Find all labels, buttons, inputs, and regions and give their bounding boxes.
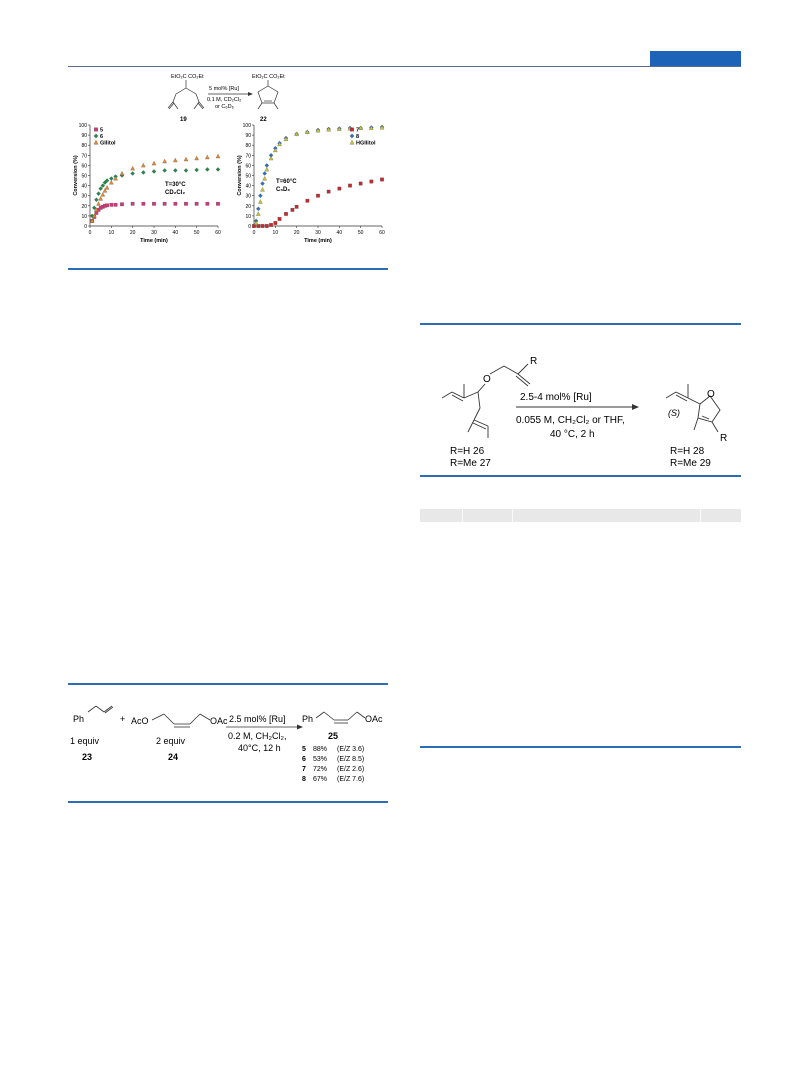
reactant1-ph: Ph <box>73 714 85 724</box>
y-axis-label: Conversion (%) <box>237 155 243 196</box>
data-point <box>327 190 330 193</box>
data-point <box>163 159 167 163</box>
data-point <box>173 168 177 172</box>
conditions-line-1: 5 mol% [Ru] <box>209 86 239 92</box>
conditions-line-2: 0.1 M, CD₂Cl₂ <box>207 97 242 103</box>
data-point <box>109 176 113 180</box>
data-point <box>350 134 354 138</box>
legend-label: GIIitol <box>100 140 116 147</box>
data-point <box>265 224 268 227</box>
legend-entry <box>350 134 359 140</box>
data-point <box>205 167 209 171</box>
y-tick-label: 50 <box>245 173 251 180</box>
y-tick-label: 80 <box>81 143 87 150</box>
legend-entry <box>350 128 359 134</box>
rcm-conditions-3: 40 °C, 2 h <box>550 429 595 440</box>
reactant2-equiv: 2 equiv <box>156 736 186 746</box>
data-point <box>184 202 187 205</box>
ring-oxygen: O <box>707 389 715 400</box>
diacetate-structure <box>152 714 210 727</box>
reactant1-label: 23 <box>82 752 93 762</box>
x-tick-label: 10 <box>272 230 279 236</box>
legend-label: 7 <box>356 127 360 134</box>
reactant2-oac: OAc <box>210 716 228 726</box>
data-point <box>216 202 219 205</box>
data-point <box>274 221 277 224</box>
data-point <box>263 176 267 180</box>
series-7 <box>252 178 383 228</box>
x-tick-label: 60 <box>215 230 221 236</box>
conversion-chart-right <box>232 120 392 262</box>
legend-label: HGIIitol <box>356 140 376 147</box>
x-axis-label: Time (min) <box>140 238 168 244</box>
result-catalyst: 7 <box>302 766 306 773</box>
diene-19-structure <box>168 80 204 109</box>
data-point <box>152 161 156 165</box>
data-point <box>141 170 145 174</box>
product-structure <box>316 712 365 723</box>
product-label: 22 <box>260 117 267 123</box>
data-point <box>141 163 145 167</box>
data-point <box>94 134 98 138</box>
data-point <box>370 180 373 183</box>
legend-entry <box>94 128 103 134</box>
ether-oxygen: O <box>483 374 491 385</box>
y-tick-label: 40 <box>245 183 251 190</box>
data-point <box>195 156 199 160</box>
y-tick-label: 30 <box>245 193 251 200</box>
data-point <box>350 128 354 132</box>
data-point <box>142 202 145 205</box>
data-point <box>131 166 135 170</box>
data-point <box>163 202 166 205</box>
product-label: 25 <box>328 731 339 741</box>
y-tick-label: 70 <box>245 153 251 160</box>
cm-conditions-1: 2.5 mol% [Ru] <box>229 714 286 724</box>
x-tick-label: 60 <box>379 230 385 236</box>
data-point <box>105 204 108 207</box>
y-tick-label: 50 <box>81 173 87 180</box>
legend-label: 6 <box>100 134 104 140</box>
x-tick-label: 10 <box>108 230 115 236</box>
legend-entry <box>94 134 103 140</box>
data-point <box>350 140 354 144</box>
product-substituent-r: R <box>720 433 728 444</box>
legend-entry <box>350 140 376 146</box>
y-tick-label: 70 <box>81 153 87 160</box>
conversion-chart-left <box>68 120 228 262</box>
y-tick-label: 100 <box>242 123 251 129</box>
x-tick-label: 30 <box>151 230 157 236</box>
arrow-head-icon <box>297 725 303 730</box>
data-point <box>306 199 309 202</box>
x-tick-label: 50 <box>193 230 200 236</box>
scheme-bottom-rule <box>68 801 388 803</box>
data-point <box>269 223 272 226</box>
reactant-label-me: R=Me 27 <box>450 458 491 469</box>
data-point <box>338 187 341 190</box>
data-point <box>163 168 167 172</box>
y-tick-label: 60 <box>245 163 251 170</box>
x-tick-label: 20 <box>129 230 136 236</box>
x-tick-label: 20 <box>293 230 300 236</box>
y-tick-label: 0 <box>248 224 251 230</box>
reactant1-equiv: 1 equiv <box>70 736 100 746</box>
y-tick-label: 20 <box>245 203 251 210</box>
result-catalyst: 8 <box>302 776 306 783</box>
substituent-r: R <box>530 356 538 367</box>
reactant-label: 19 <box>180 117 187 123</box>
condition-solvent: CD₂Cl₂ <box>165 190 185 196</box>
result-catalyst: 6 <box>302 756 306 763</box>
data-point <box>114 203 117 206</box>
data-point <box>94 198 98 202</box>
data-point <box>380 178 383 181</box>
table-bottom-rule <box>420 746 741 748</box>
data-point <box>258 200 262 204</box>
legend-label: 5 <box>100 127 104 134</box>
table-header-bar <box>420 509 741 522</box>
data-point <box>120 203 123 206</box>
cross-metathesis-scheme <box>68 696 398 796</box>
data-point <box>101 184 105 188</box>
result-yield: 53% <box>313 756 328 763</box>
result-ez: (E/Z 3.6) <box>337 746 365 753</box>
data-point <box>316 194 319 197</box>
product-ester-groups: EtO₂C CO₂Et <box>252 74 285 80</box>
result-ez: (E/Z 8.5) <box>337 756 365 763</box>
data-point <box>216 167 220 171</box>
data-point <box>265 167 269 171</box>
y-axis-label: Conversion (%) <box>73 155 79 196</box>
data-point <box>260 187 264 191</box>
x-tick-label: 0 <box>88 230 92 236</box>
rcm-scheme-top-rule <box>420 323 741 325</box>
result-ez: (E/Z 2.6) <box>337 766 365 773</box>
y-tick-label: 90 <box>245 133 251 140</box>
y-tick-label: 10 <box>81 213 87 220</box>
data-point <box>152 169 156 173</box>
data-point <box>348 184 351 187</box>
condition-temperature-label: T=60°C <box>276 179 297 185</box>
reactant2-aco: AcO <box>131 716 149 726</box>
data-point <box>284 212 287 215</box>
allylbenzene-structure <box>88 706 113 713</box>
condition-solvent-label: C₆D₆ <box>276 187 291 193</box>
cm-conditions-2: 0.2 M, CH₂Cl₂, <box>228 731 287 741</box>
data-point <box>110 203 113 206</box>
x-tick-label: 40 <box>336 230 343 236</box>
data-point <box>359 182 362 185</box>
data-point <box>99 187 103 191</box>
x-axis-label: Time (min) <box>304 238 332 244</box>
result-yield: 88% <box>313 746 328 753</box>
product-label-h: R=H 28 <box>670 446 705 457</box>
data-point <box>131 202 134 205</box>
series-GIIitol <box>90 154 220 223</box>
reactant-ester-groups: EtO₂C CO₂Et <box>171 74 204 80</box>
condition-temperature: T=30°C <box>165 182 186 188</box>
result-catalyst: 5 <box>302 746 306 753</box>
data-point <box>195 168 199 172</box>
data-point <box>278 217 281 220</box>
data-point <box>109 180 113 184</box>
y-tick-label: 10 <box>245 213 251 220</box>
legend-entry <box>94 140 116 146</box>
x-tick-label: 50 <box>357 230 364 236</box>
y-tick-label: 20 <box>81 203 87 210</box>
series-5 <box>90 202 219 223</box>
data-point <box>99 197 103 201</box>
data-point <box>174 202 177 205</box>
data-point <box>131 171 135 175</box>
y-tick-label: 0 <box>84 224 87 230</box>
reactant2-label: 24 <box>168 752 179 762</box>
series-6 <box>90 167 220 218</box>
x-tick-label: 0 <box>252 230 256 236</box>
data-point <box>173 158 177 162</box>
data-point <box>258 194 262 198</box>
rcm-scheme-26-28 <box>420 340 741 470</box>
arrow-head-icon <box>248 92 253 96</box>
conditions-line-3: or C₆D₆ <box>215 104 234 110</box>
data-point <box>256 212 260 216</box>
data-point <box>206 202 209 205</box>
x-tick-label: 40 <box>172 230 179 236</box>
x-tick-label: 30 <box>315 230 321 236</box>
arrow-head-icon <box>632 404 639 410</box>
data-point <box>216 154 220 158</box>
data-point <box>205 155 209 159</box>
data-point <box>105 185 109 189</box>
rcm-conditions-1: 2.5-4 mol% [Ru] <box>520 392 592 403</box>
header-accent-tab <box>650 51 741 66</box>
data-point <box>256 207 260 211</box>
reactant-label-h: R=H 26 <box>450 446 485 457</box>
data-point <box>96 202 100 206</box>
data-point <box>261 224 264 227</box>
rcm-conditions-2: 0.055 M, CH₂Cl₂ or THF, <box>516 415 625 426</box>
stereo-descriptor: (S) <box>668 408 680 418</box>
data-point <box>263 171 267 175</box>
data-point <box>184 168 188 172</box>
data-point <box>260 182 264 186</box>
data-point <box>94 140 98 144</box>
result-yield: 72% <box>313 766 328 773</box>
cm-conditions-3: 40°C, 12 h <box>238 743 281 753</box>
result-yield: 67% <box>313 776 328 783</box>
data-point <box>295 205 298 208</box>
data-point <box>291 208 294 211</box>
y-tick-label: 40 <box>81 183 87 190</box>
y-tick-label: 80 <box>245 143 251 150</box>
rcm-scheme-19-22 <box>150 68 310 124</box>
data-point <box>269 156 273 160</box>
data-point <box>101 192 105 196</box>
y-tick-label: 60 <box>81 163 87 170</box>
product-oac: OAc <box>365 714 383 724</box>
y-tick-label: 90 <box>81 133 87 140</box>
figure-bottom-rule <box>68 268 388 270</box>
y-tick-label: 100 <box>78 123 87 129</box>
data-point <box>94 128 98 132</box>
data-point <box>265 163 269 167</box>
header-rule <box>68 66 741 67</box>
data-point <box>184 157 188 161</box>
result-ez: (E/Z 7.6) <box>337 776 365 783</box>
product-ph: Ph <box>302 714 314 724</box>
cyclopentene-22-structure <box>258 80 278 109</box>
scheme-top-rule <box>68 683 388 685</box>
yield-results <box>302 746 364 783</box>
data-point <box>96 192 100 196</box>
product-label-me: R=Me 29 <box>670 458 711 469</box>
rcm-scheme-bottom-rule <box>420 475 741 477</box>
data-point <box>152 202 155 205</box>
legend-label: 8 <box>356 134 360 140</box>
data-point <box>195 202 198 205</box>
data-point <box>120 171 124 175</box>
y-tick-label: 30 <box>81 193 87 200</box>
plus-sign: + <box>120 714 126 724</box>
